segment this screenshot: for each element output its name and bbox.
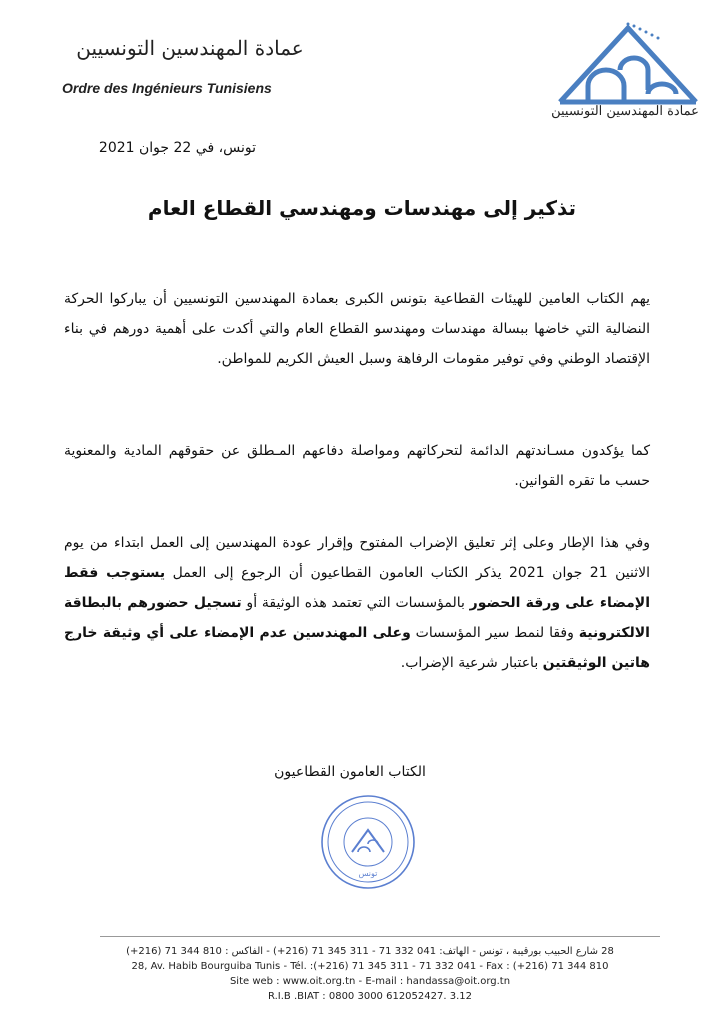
footer-address-french: 28, Av. Habib Bourguiba Tunis - Tél. :(+216) 71 345 311 - 71 332 041 - Fax : (+216) 71 344 810 [131, 961, 609, 972]
letter-title: تذكير إلى مهندسات ومهندسي القطاع العام [147, 196, 577, 220]
letterhead-org [60, 36, 320, 96]
footer-address-arabic: 28 شارع الحبيب بورقيبة ، تونس - الهاتف: 041 332 71 - 311 345 71 (216+) - الفاكس : 810 344 71 (216+) [126, 946, 614, 957]
paragraph-3-text-c: بالمؤسسات التي تعتمد هذه الوثيقة أو [241, 595, 470, 611]
org-name-arabic: عمادة المهندسين التونسيين [76, 36, 304, 60]
footer-bank: R.I.B .BIAT : 0800 3000 612052427. 3.12 [268, 991, 472, 1002]
official-stamp-icon [318, 792, 418, 892]
paragraph-3-bold-1: يستوجب فقط الإمضاء على ورقة الحضور [64, 565, 651, 611]
paragraph-3 [64, 528, 650, 678]
logo-caption: عمادة المهندسين التونسيين [551, 104, 699, 119]
stamp-city-text: تونس [358, 869, 378, 878]
paragraph-3-bold-2: تسجيل حضورهم بالبطاقة الالكترونية [64, 595, 650, 641]
org-name-french: Ordre des Ingénieurs Tunisiens [62, 80, 272, 96]
signature-line: الكتاب العامون القطاعيون [274, 764, 426, 780]
footer-divider [100, 936, 660, 937]
letter-date: تونس، في 22 جوان 2021 [98, 140, 256, 156]
footer-contact [80, 944, 660, 1004]
paragraph-3-text-e: باعتبار شرعية الإضراب. [400, 655, 543, 671]
footer-web-email: Site web : www.oit.org.tn - E-mail : handassa@oit.org.tn [229, 976, 511, 987]
paragraph-3-bold-3: وعلى المهندسين عدم الإمضاء على أي وثيقة خارج هاتين الوثيقتين [64, 625, 650, 671]
paragraph-2: كما يؤكدون مسـاندتهم الدائمة لتحركاتهم ومواصلة دفاعهم المـطلق عن حقوقهم المادية والمعنوية حسب ما تقره القوانين. [64, 443, 650, 489]
paragraph-3-text-a: وفي هذا الإطار وعلى إثر تعليق الإضراب المفتوح وإقرار عودة المهندسين إلى العمل ابتداء من يوم الاثنين 21 جوان 2021 يذكر الكتاب العامون القطاعيون أن الرجوع إلى العمل [64, 535, 651, 581]
paragraph-3-text-d: وفقا لنمط سير المؤسسات [410, 625, 579, 641]
paragraph-1: يهم الكتاب العامين للهيئات القطاعية بتونس الكبرى بعمادة المهندسين التونسيين أن يباركوا الحركة النضالية التي خاضها ببسالة مهندسات ومهندسو القطاع العام والتي أكدت على أهمية دورهم في بناء الإقتصاد الوطني وفي توفير مقومات الرفاهة وسبل العيش الكريم للمواطن. [64, 291, 650, 367]
